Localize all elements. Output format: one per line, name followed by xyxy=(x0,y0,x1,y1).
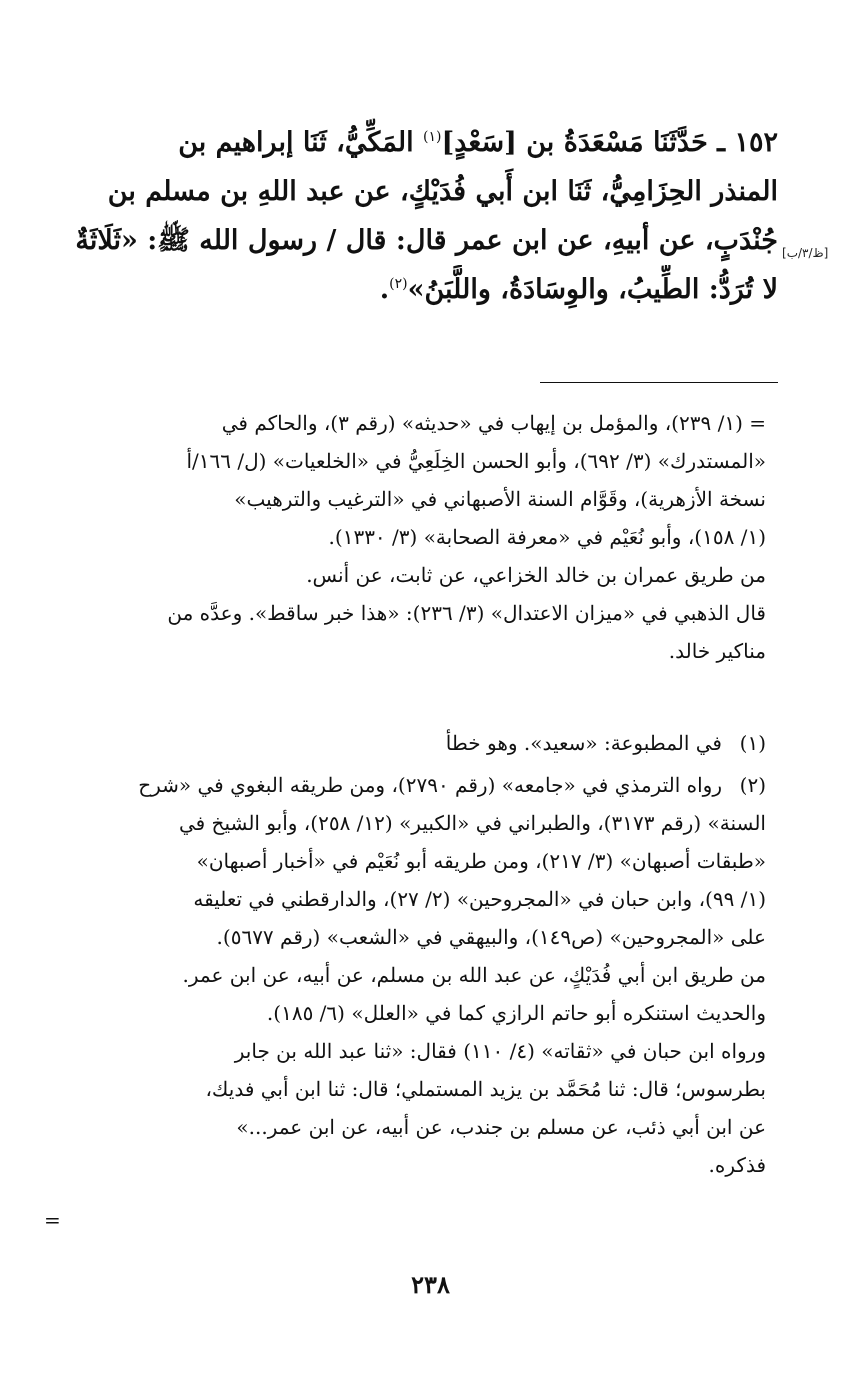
note-line: (١/ ٩٩)، وابن حبان في «المجروحين» (٢/ ٢٧)، والدارقطني في تعليقه xyxy=(193,887,766,911)
hadith-line: ١٥٢ ـ حَدَّثَنَا مَسْعَدَةُ بن [سَعْدٍ]$^{(١)}$ المَكِّيُّ، ثَنَا إبراهيم بن xyxy=(178,127,778,158)
note-line: (١/ ١٥٨)، وأبو نُعَيْم في «معرفة الصحابة» (٣/ ١٣٣٠). xyxy=(328,525,766,549)
hadith-line: لا تُرَدُّ: الطِّيبُ، والوِسَادَةُ، واللَّبَنُ»$^{(٢)}$. xyxy=(379,274,778,305)
note-line: فذكره. xyxy=(708,1153,766,1177)
continues-mark: = xyxy=(44,1208,61,1232)
note-line: نسخة الأزهرية)، وقَوَّام السنة الأصبهاني في «الترغيب والترهيب» xyxy=(234,487,766,511)
footnote-1 xyxy=(38,724,766,762)
note-line: على «المجروحين» (ص١٤٩)، والبيهقي في «الشعب» (رقم ٥٦٧٧). xyxy=(216,925,766,949)
footnote-separator xyxy=(540,382,778,383)
note-line: السنة» (رقم ٣١٧٣)، والطبراني في «الكبير» (١٢/ ٢٥٨)، وأبو الشيخ في xyxy=(178,811,766,835)
page-number: ٢٣٨ xyxy=(411,1270,450,1299)
footnote-continuation xyxy=(38,404,766,670)
manuscript-folio-reference: [ظ/٣/ب] xyxy=(782,246,829,260)
note-line: والحديث استنكره أبو حاتم الرازي كما في «العلل» (٦/ ١٨٥). xyxy=(266,1001,766,1025)
footnote-number: (١) xyxy=(739,731,766,755)
note-line: مناكير خالد. xyxy=(668,639,766,663)
footnote-text: رواه الترمذي في «جامعه» (رقم ٢٧٩٠)، ومن طريقه البغوي في «شرح xyxy=(138,773,722,797)
footnote-ref-2[interactable]: (٢) xyxy=(389,276,408,292)
note-line: ورواه ابن حبان في «ثقاته» (٤/ ١١٠) فقال: «ثنا عبد الله بن جابر xyxy=(234,1039,766,1063)
note-line: «المستدرك» (٣/ ٦٩٢)، وأبو الحسن الخِلَعِيُّ في «الخلعيات» (ل/ ١٦٦/أ xyxy=(186,449,766,473)
note-line: = (١/ ٢٣٩)، والمؤمل بن إيهاب في «حديثه» (رقم ٣)، والحاكم في xyxy=(221,411,766,435)
footnote-ref-1[interactable]: (١) xyxy=(423,129,442,145)
hadith-text xyxy=(38,118,778,314)
footnote-text: في المطبوعة: «سعيد». وهو خطأ xyxy=(445,731,722,755)
hadith-line: المنذر الحِزَامِيُّ، ثَنَا ابن أَبي فُدَيْكٍ، عن عبد اللهِ بن مسلم بن xyxy=(107,176,778,207)
note-line: «طبقات أصبهان» (٣/ ٢١٧)، ومن طريقه أبو نُعَيْم في «أخبار أصبهان» xyxy=(196,849,766,873)
footnote-2 xyxy=(38,766,766,1184)
note-line: قال الذهبي في «ميزان الاعتدال» (٣/ ٢٣٦): «هذا خبر ساقط». وعدَّه من xyxy=(167,601,766,625)
note-line: من طريق عمران بن خالد الخزاعي، عن ثابت، عن أنس. xyxy=(306,563,766,587)
hadith-line: جُنْدَبٍ، عن أبيهِ، عن ابن عمر قال: قال / رسول الله ﷺ: «ثَلَاثَةٌ xyxy=(75,225,778,256)
footnote-number: (٢) xyxy=(739,773,766,797)
note-line: من طريق ابن أبي فُدَيْكٍ، عن عبد الله بن مسلم، عن أبيه، عن ابن عمر. xyxy=(182,963,766,987)
note-line: بطرسوس؛ قال: ثنا مُحَمَّد بن يزيد المستملي؛ قال: ثنا ابن أبي فديك، xyxy=(205,1077,766,1101)
note-line: عن ابن أبي ذئب، عن مسلم بن جندب، عن أبيه، عن ابن عمر...» xyxy=(236,1115,766,1139)
